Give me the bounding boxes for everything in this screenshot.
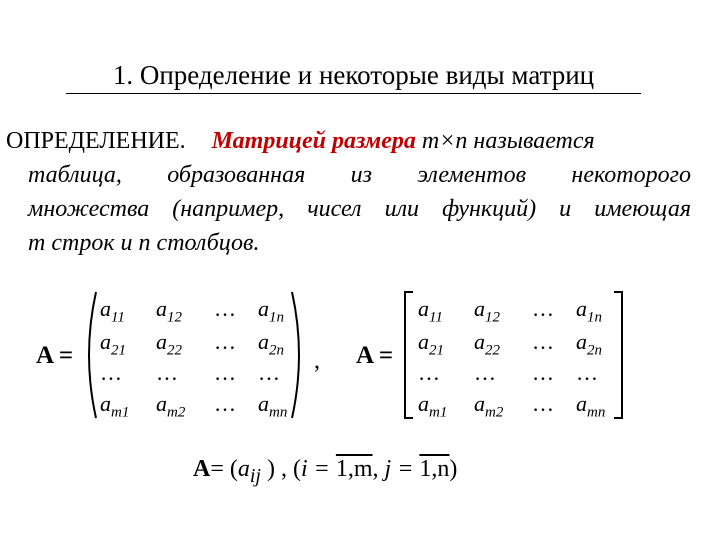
matrix-cell: $a_{m1}$ — [100, 391, 130, 421]
formula-lhs: A — [193, 456, 211, 482]
formula-mid: , — [372, 456, 385, 482]
matrix-cell: $a_{2n}$ — [576, 329, 602, 359]
matrix-cell: $a_{12}$ — [156, 296, 182, 326]
matrix-cell: … — [532, 296, 554, 321]
matrix-cell: $a_{1n}$ — [576, 296, 602, 326]
matrix-cell: $a_{mn}$ — [576, 391, 606, 421]
matrix-cell: … — [258, 360, 280, 385]
definition-verb: называется — [473, 128, 595, 154]
size-expression: m×n — [421, 128, 468, 154]
matrix-cell: $a_{m2}$ — [156, 391, 186, 421]
page-title: 1. Определение и некоторые виды матриц — [66, 58, 641, 94]
matrix-cell: $a_{22}$ — [474, 329, 500, 359]
matrix-cell: … — [532, 391, 554, 416]
matrix-notation-formula — [193, 456, 457, 488]
matrix-cell: $a_{21}$ — [418, 329, 444, 359]
definition-line-2: таблица, образованная из элементов некоторого — [28, 162, 691, 188]
matrix-cell: … — [214, 360, 236, 385]
definition-highlight: Матрицей размера — [211, 128, 416, 154]
matrix-a-label-left: A = — [36, 342, 74, 369]
formula-element: $a_{ij}$ — [237, 456, 261, 487]
matrix-separator-comma: , — [314, 348, 320, 374]
matrix-cell: $a_{12}$ — [474, 296, 500, 326]
matrix-cell: $a_{11}$ — [418, 296, 443, 326]
left-paren — [82, 290, 98, 420]
matrix-cell: … — [214, 329, 236, 354]
definition-term: ОПРЕДЕЛЕНИЕ. — [6, 128, 186, 154]
matrix-cell: … — [474, 360, 496, 385]
right-square-bracket — [612, 290, 624, 420]
matrix-a-label-right: A = — [356, 342, 394, 369]
matrix-cell: … — [532, 329, 554, 354]
left-square-bracket — [403, 290, 415, 420]
formula-separator: ) , ( — [261, 456, 301, 482]
matrix-cell: … — [418, 360, 440, 385]
matrix-cell: $a_{mn}$ — [258, 391, 288, 421]
matrix-cell: … — [576, 360, 598, 385]
right-paren — [290, 290, 306, 420]
definition-line-1 — [6, 124, 691, 158]
formula-i-range: 1,m — [335, 456, 373, 482]
matrix-cell: … — [532, 360, 554, 385]
matrix-cell: $a_{m1}$ — [418, 391, 448, 421]
formula-i-index: i = — [300, 456, 336, 482]
definition-line-3: множества (например, чисел или функций) и имеющая — [28, 196, 691, 222]
matrix-cell: … — [214, 391, 236, 416]
formula-j-range: 1,n — [419, 456, 450, 482]
matrix-cell: $a_{1n}$ — [258, 296, 284, 326]
matrix-cell: … — [156, 360, 178, 385]
formula-open: = ( — [210, 456, 238, 482]
matrix-cell: $a_{2n}$ — [258, 329, 284, 359]
matrix-cell: $a_{11}$ — [100, 296, 125, 326]
matrix-cell: … — [100, 360, 122, 385]
definition-line-4: m строк и n столбцов. — [28, 230, 260, 256]
matrix-cell: … — [214, 296, 236, 321]
matrix-cell: $a_{m2}$ — [474, 391, 504, 421]
formula-close: ) — [449, 456, 458, 482]
formula-j-index: j = — [384, 456, 420, 482]
matrix-cell: $a_{21}$ — [100, 329, 126, 359]
matrix-cell: $a_{22}$ — [156, 329, 182, 359]
